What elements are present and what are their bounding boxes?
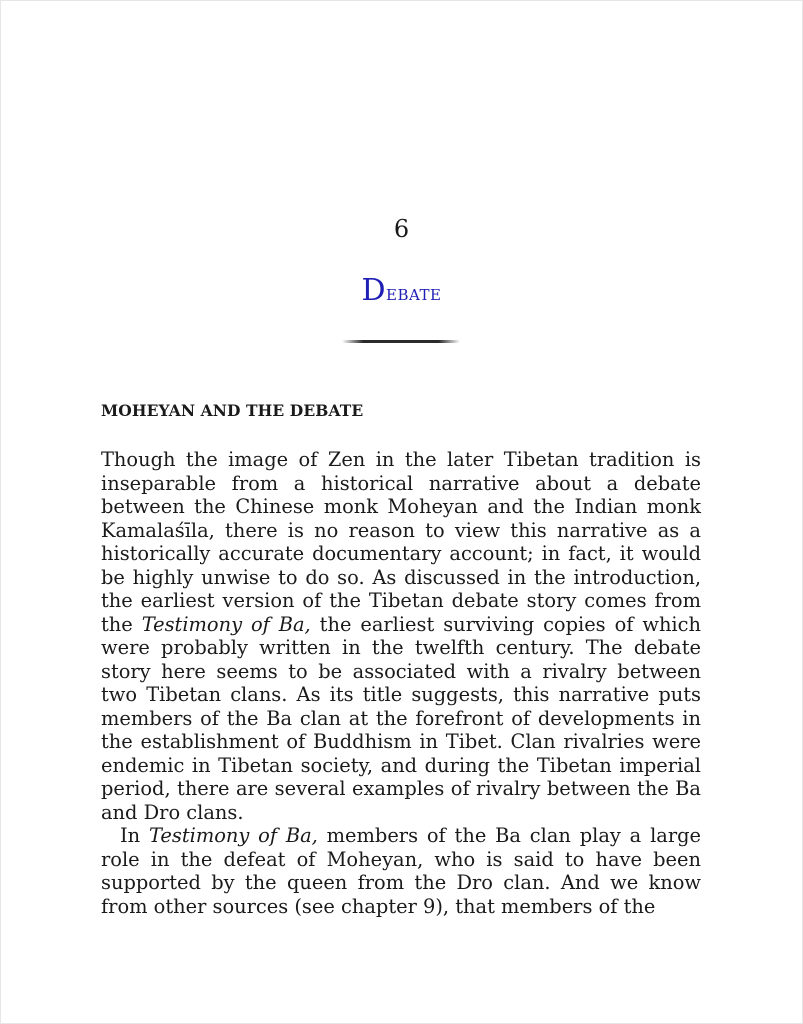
paragraph-1-text-b: the earliest surviving copies of which were probably written in the twelfth century. The debate story here seems to be associated with a rivalry between two Tibetan clans. As its title suggests, this narrative puts members of the Ba clan at the forefront of developments in the establishment of Buddhism in Tibet. Clan rivalries were endemic in Tibetan society, and during the Tibetan imperial period, there are several examples of rivalry between the Ba and Dro clans. (101, 612, 701, 824)
chapter-title-rest: ebate (386, 281, 442, 306)
paragraph-2 (101, 824, 701, 918)
paragraph-1-text-a: Though the image of Zen in the later Tibetan tradition is inseparable from a historical narrative about a debate between the Chinese monk Moheyan and the Indian monk Kamalaśīla, there is no reason to view this narrative as a historically accurate documentary account; in fact, it would be highly unwise to do so. As discussed in the introduction, the earliest version of the Tibetan debate story comes from the (101, 448, 701, 636)
body-text (101, 448, 701, 918)
paragraph-1 (101, 448, 701, 824)
chapter-title (0, 274, 803, 311)
chapter-divider-rule (342, 340, 460, 343)
chapter-title-initial: D (361, 273, 387, 308)
section-heading: MOHEYAN AND THE DEBATE (101, 401, 364, 420)
paragraph-1-italic-title: Testimony of Ba, (141, 612, 311, 636)
paragraph-2-text-b: members of the Ba clan play a large role in the defeat of Moheyan, who is said to have been supported by the queen from the Dro clan. And we know from other sources (see chapter 9), that members of the (101, 824, 701, 918)
paragraph-2-italic-title: Testimony of Ba, (148, 824, 318, 847)
chapter-number: 6 (393, 215, 410, 243)
paragraph-2-text-a: In (120, 824, 149, 847)
